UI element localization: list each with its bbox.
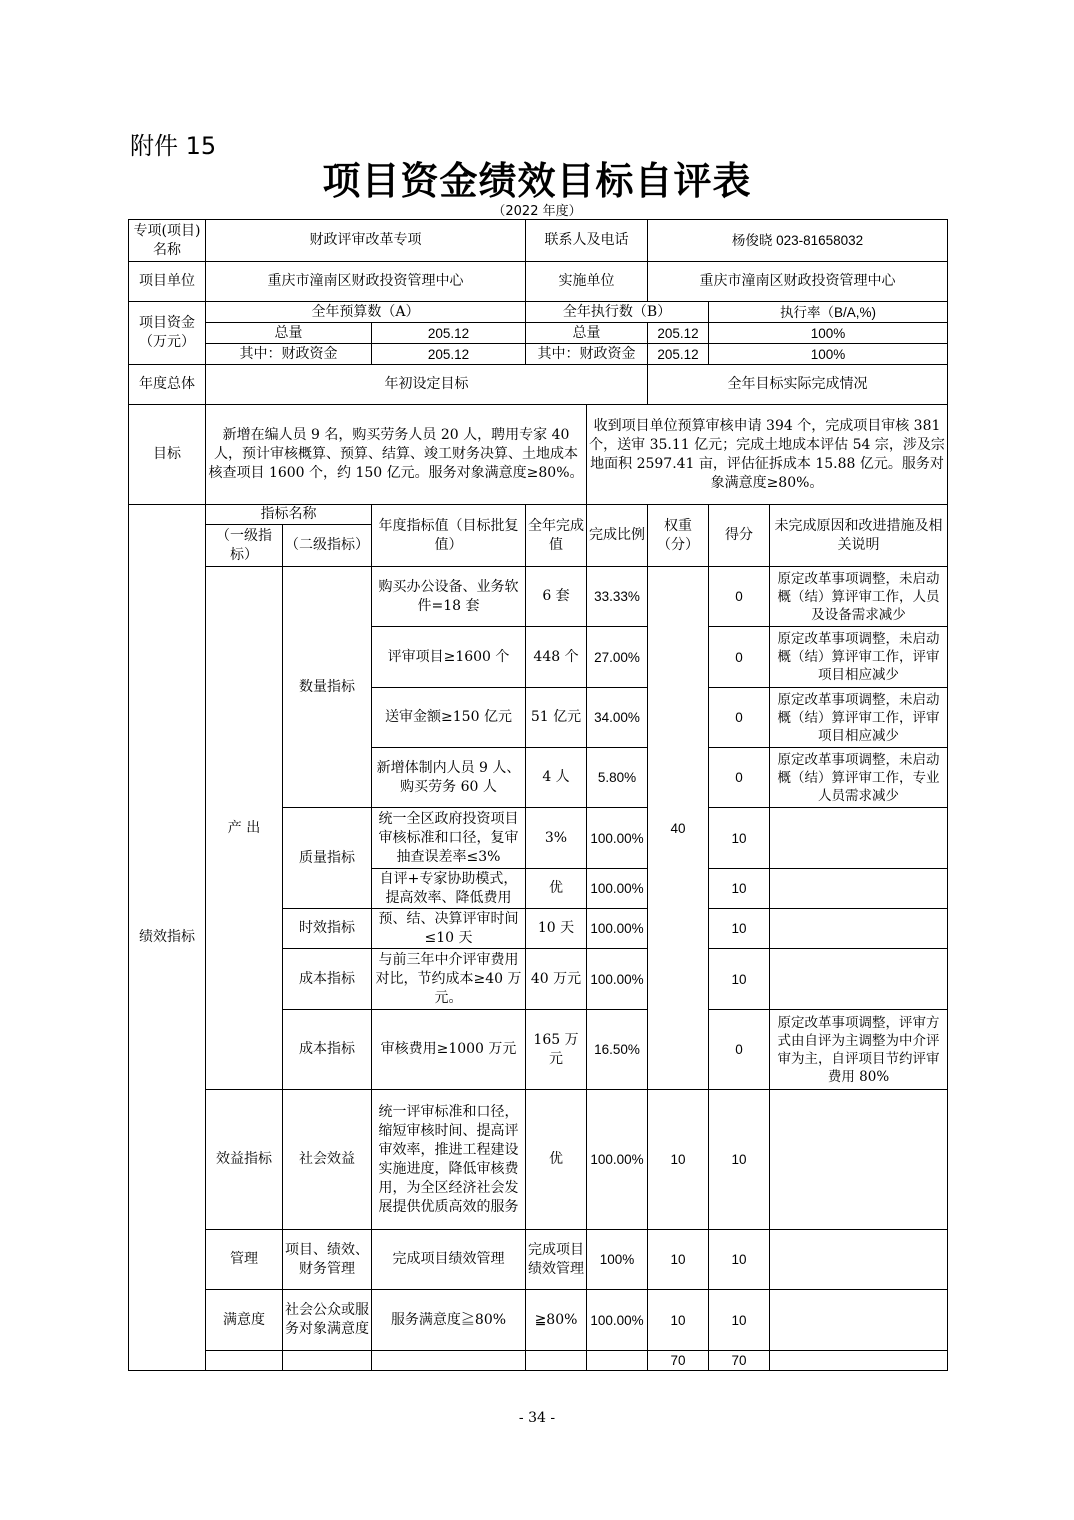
quantity-label: 数量指标 bbox=[283, 567, 372, 808]
complete-ratio-header: 完成比例 bbox=[587, 505, 648, 567]
weight-cell: 10 bbox=[648, 1230, 709, 1290]
reason-cell bbox=[770, 808, 948, 869]
value-cell: 3% bbox=[526, 808, 587, 869]
score-cell: 10 bbox=[709, 808, 770, 869]
project-name-value: 财政评审改革专项 bbox=[206, 220, 526, 262]
score-cell: 0 bbox=[709, 567, 770, 627]
value-cell: 优 bbox=[526, 1090, 587, 1230]
page-title: 项目资金绩效目标自评表 bbox=[322, 158, 752, 203]
target-cell: 审核费用≥1000 万元 bbox=[372, 1010, 526, 1090]
target-cell: 预、结、决算评审时间≤10 天 bbox=[372, 909, 526, 949]
impl-label: 实施单位 bbox=[526, 262, 648, 302]
timeliness-label: 时效指标 bbox=[283, 909, 372, 949]
fiscal-label: 其中：财政资金 bbox=[206, 344, 372, 365]
ratio-cell: 5.80% bbox=[587, 748, 648, 808]
level1-header: （一级指标） bbox=[206, 525, 283, 567]
total-label-exec: 总量 bbox=[526, 323, 648, 344]
score-cell: 10 bbox=[709, 949, 770, 1010]
reason-cell: 原定改革事项调整，未启动概（结）算评审工作，评审项目相应减少 bbox=[770, 688, 948, 748]
score-cell: 0 bbox=[709, 1010, 770, 1090]
value-cell: 40 万元 bbox=[526, 949, 587, 1010]
fiscal-exec: 205.12 bbox=[648, 344, 709, 365]
score-cell: 10 bbox=[709, 1090, 770, 1230]
actual-text: 收到项目单位预算审核申请 394 个，完成项目审核 381 个，送审 35.11 亿元；完成土地成本评估 54 宗，涉及宗地面积 2597.41 亩，评估征拆成本 15.88 亿元。服务对象满意度≥80%。 bbox=[587, 405, 948, 505]
ratio-cell: 100.00% bbox=[587, 1090, 648, 1230]
year-label: （2022 年度） bbox=[492, 204, 582, 219]
table-row bbox=[129, 405, 948, 505]
value-cell: 6 套 bbox=[526, 567, 587, 627]
table-row bbox=[129, 505, 948, 525]
mgmt-sub-label: 项目、绩效、财务管理 bbox=[283, 1230, 372, 1290]
reason-cell: 原定改革事项调整，未启动概（结）算评审工作，人员及设备需求减少 bbox=[770, 567, 948, 627]
annual-value-header: 年度指标值（目标批复值） bbox=[372, 505, 526, 567]
perf-label: 绩效指标 bbox=[129, 505, 206, 1371]
total-label: 总量 bbox=[206, 323, 372, 344]
value-cell: 51 亿元 bbox=[526, 688, 587, 748]
target-cell: 新增体制内人员 9 人、购买劳务 60 人 bbox=[372, 748, 526, 808]
target-cell: 自评+专家协助模式，提高效率、降低费用 bbox=[372, 869, 526, 909]
total-budget: 205.12 bbox=[372, 323, 526, 344]
target-cell: 与前三年中介评审费用对比，节约成本≥40 万元。 bbox=[372, 949, 526, 1010]
reason-cell bbox=[770, 949, 948, 1010]
quality-label: 质量指标 bbox=[283, 808, 372, 909]
target-cell: 服务满意度≧80% bbox=[372, 1290, 526, 1351]
ratio-cell: 100.00% bbox=[587, 808, 648, 869]
ratio-cell: 34.00% bbox=[587, 688, 648, 748]
mgmt-label: 管理 bbox=[206, 1230, 283, 1290]
value-cell: 448 个 bbox=[526, 627, 587, 688]
contact-label: 联系人及电话 bbox=[526, 220, 648, 262]
weight-cell: 10 bbox=[648, 1090, 709, 1230]
score-cell: 0 bbox=[709, 627, 770, 688]
reason-cell bbox=[770, 1290, 948, 1351]
value-cell: ≧80% bbox=[526, 1290, 587, 1351]
exec-header: 全年执行数（B） bbox=[526, 302, 709, 323]
table-row bbox=[129, 323, 948, 344]
set-goal-text: 新增在编人员 9 名，购买劳务人员 20 人，聘用专家 40 人，预计审核概算、预算、结算、竣工财务决算、土地成本核查项目 1600 个，约 150 亿元。服务对象满意度≥80%。 bbox=[206, 405, 587, 505]
table-row-total bbox=[129, 1351, 948, 1371]
output-weight: 40 bbox=[648, 567, 709, 1090]
score-cell: 10 bbox=[709, 909, 770, 949]
target-cell: 购买办公设备、业务软件=18 套 bbox=[372, 567, 526, 627]
complete-value-header: 全年完成值 bbox=[526, 505, 587, 567]
reason-header: 未完成原因和改进措施及相关说明 bbox=[770, 505, 948, 567]
social-label: 社会效益 bbox=[283, 1090, 372, 1230]
set-goal-header: 年初设定目标 bbox=[206, 365, 648, 405]
fiscal-budget: 205.12 bbox=[372, 344, 526, 365]
satis-sub-label: 社会公众或服务对象满意度 bbox=[283, 1290, 372, 1351]
score-cell: 0 bbox=[709, 748, 770, 808]
reason-cell bbox=[770, 869, 948, 909]
value-cell: 165 万元 bbox=[526, 1010, 587, 1090]
ratio-cell: 100.00% bbox=[587, 909, 648, 949]
fiscal-label-exec: 其中：财政资金 bbox=[526, 344, 648, 365]
reason-cell: 原定改革事项调整，未启动概（结）算评审工作，专业人员需求减少 bbox=[770, 748, 948, 808]
budget-header: 全年预算数（A） bbox=[206, 302, 526, 323]
actual-header: 全年目标实际完成情况 bbox=[648, 365, 948, 405]
score-cell: 10 bbox=[709, 1290, 770, 1351]
score-cell: 0 bbox=[709, 688, 770, 748]
evaluation-table bbox=[128, 219, 948, 1371]
ratio-cell: 16.50% bbox=[587, 1010, 648, 1090]
table-row bbox=[129, 1230, 948, 1290]
total-rate: 100% bbox=[709, 323, 948, 344]
total-score: 70 bbox=[709, 1351, 770, 1371]
table-row bbox=[129, 302, 948, 323]
ratio-cell: 100.00% bbox=[587, 869, 648, 909]
ratio-cell: 100.00% bbox=[587, 949, 648, 1010]
table-row bbox=[129, 365, 948, 405]
table-row bbox=[129, 1290, 948, 1351]
level2-header: （二级指标） bbox=[283, 525, 372, 567]
impl-value: 重庆市潼南区财政投资管理中心 bbox=[648, 262, 948, 302]
value-cell: 10 天 bbox=[526, 909, 587, 949]
satis-label: 满意度 bbox=[206, 1290, 283, 1351]
table-row bbox=[129, 567, 948, 627]
benefit-label: 效益指标 bbox=[206, 1090, 283, 1230]
table-row bbox=[129, 344, 948, 365]
total-weight: 70 bbox=[648, 1351, 709, 1371]
fiscal-rate: 100% bbox=[709, 344, 948, 365]
weight-cell: 10 bbox=[648, 1290, 709, 1351]
target-cell: 评审项目≥1600 个 bbox=[372, 627, 526, 688]
value-cell: 4 人 bbox=[526, 748, 587, 808]
reason-cell bbox=[770, 1090, 948, 1230]
target-cell: 统一全区政府投资项目审核标准和口径，复审抽查误差率≤3% bbox=[372, 808, 526, 869]
rate-header: 执行率（B/A,%) bbox=[709, 302, 948, 323]
reason-cell bbox=[770, 1230, 948, 1290]
target-cell: 完成项目绩效管理 bbox=[372, 1230, 526, 1290]
score-header: 得分 bbox=[709, 505, 770, 567]
table-row bbox=[129, 1090, 948, 1230]
goal-label: 目标 bbox=[129, 405, 206, 505]
project-name-label: 专项(项目)名称 bbox=[129, 220, 206, 262]
table-row bbox=[129, 262, 948, 302]
contact-value: 杨俊晓 023-81658032 bbox=[648, 220, 948, 262]
value-cell: 完成项目绩效管理 bbox=[526, 1230, 587, 1290]
score-cell: 10 bbox=[709, 869, 770, 909]
cost-label: 成本指标 bbox=[283, 949, 372, 1010]
ratio-cell: 100.00% bbox=[587, 1290, 648, 1351]
overall-label: 年度总体 bbox=[129, 365, 206, 405]
reason-cell bbox=[770, 909, 948, 949]
weight-header: 权重（分） bbox=[648, 505, 709, 567]
score-cell: 10 bbox=[709, 1230, 770, 1290]
target-cell: 统一评审标准和口径，缩短审核时间、提高评审效率，推进工程建设实施进度，降低审核费用，为全区经济社会发展提供优质高效的服务 bbox=[372, 1090, 526, 1230]
ratio-cell: 27.00% bbox=[587, 627, 648, 688]
unit-value: 重庆市潼南区财政投资管理中心 bbox=[206, 262, 526, 302]
output-label: 产 出 bbox=[206, 567, 283, 1090]
page-number: - 34 - bbox=[518, 1410, 556, 1426]
cost-label: 成本指标 bbox=[283, 1010, 372, 1090]
reason-cell: 原定改革事项调整，评审方式由自评为主调整为中介评审为主，自评项目节约评审费用 80% bbox=[770, 1010, 948, 1090]
ratio-cell: 33.33% bbox=[587, 567, 648, 627]
total-exec: 205.12 bbox=[648, 323, 709, 344]
unit-label: 项目单位 bbox=[129, 262, 206, 302]
target-cell: 送审金额≥150 亿元 bbox=[372, 688, 526, 748]
attachment-label: 附件 15 bbox=[130, 132, 217, 160]
value-cell: 优 bbox=[526, 869, 587, 909]
ratio-cell: 100% bbox=[587, 1230, 648, 1290]
reason-cell: 原定改革事项调整，未启动概（结）算评审工作，评审项目相应减少 bbox=[770, 627, 948, 688]
indicator-name-header: 指标名称 bbox=[206, 505, 372, 525]
table-row bbox=[129, 220, 948, 262]
funds-label: 项目资金（万元） bbox=[129, 302, 206, 365]
